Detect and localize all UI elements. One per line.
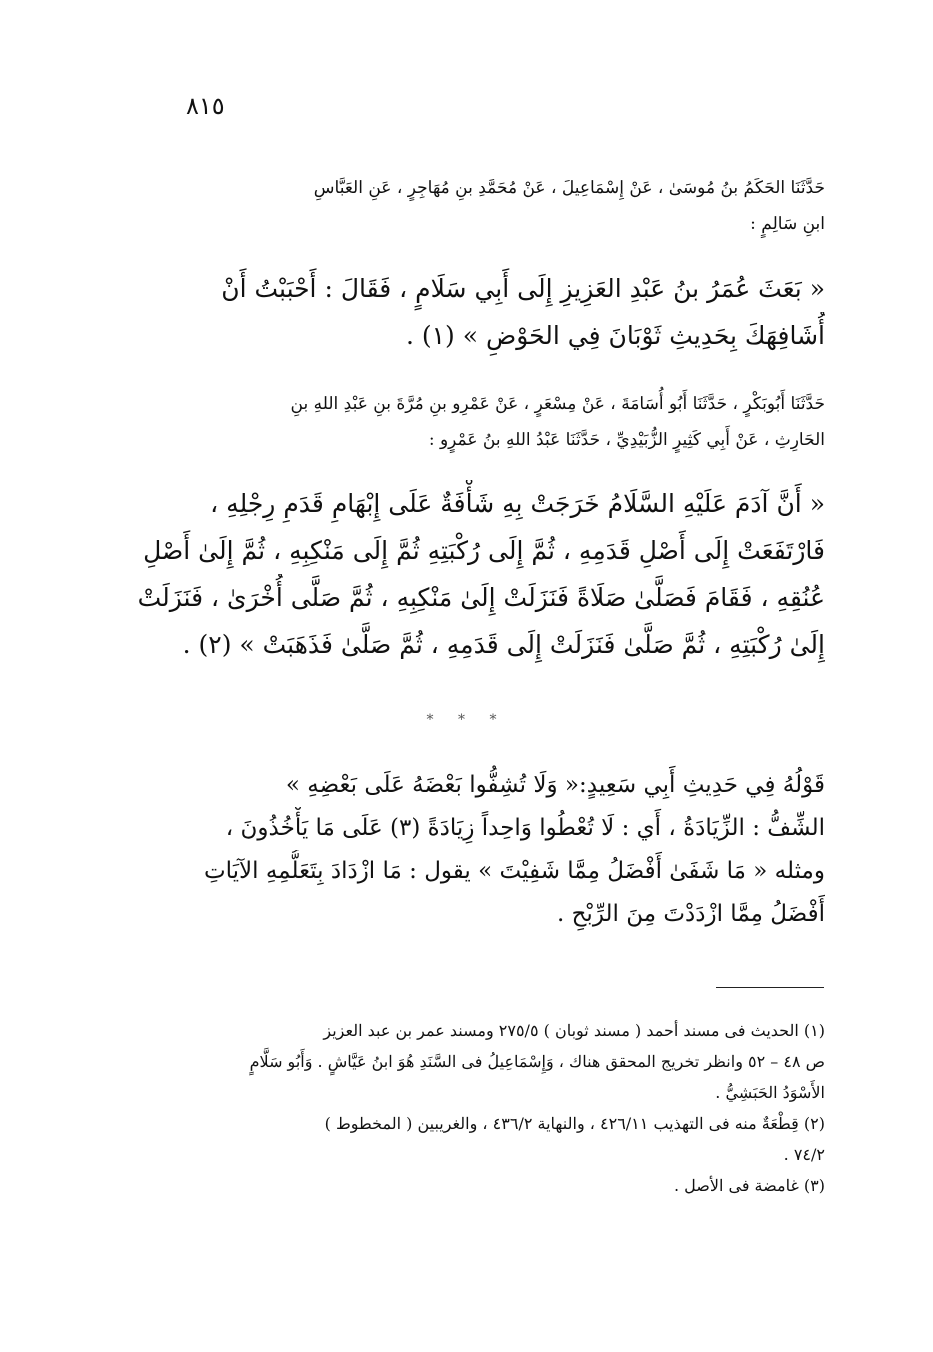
isnad-2-line-2: الحَارِثِ ، عَنْ أَبِي كَثِيرٍ الزُّبَيْدِيِّ ، حَدَّثَنَا عَبْدُ اللهِ بنُ عَمْرٍو : — [428, 430, 825, 450]
matn-1-line-2: أُشَافِهَكَ بِحَدِيثِ ثَوْبَانَ فِي الحَوْضِ » (١) . — [405, 321, 825, 350]
commentary-line-2: الشِّفُّ : الزِّيَادَةُ ، أَي : لَا تُعْطُوا وَاحِداً زِيَادَةً (٣) عَلَى مَا يَأْخُذُونَ ، — [225, 815, 825, 841]
isnad-2-line-1: حَدَّثَنَا أَبُوبَكْرٍ ، حَدَّثَنَا أَبُو أُسَامَةَ ، عَنْ مِسْعَرٍ ، عَنْ عَمْرِو بنِ مُرَّةَ بنِ عَبْدِ اللهِ بنِ — [290, 394, 825, 414]
footnote-1-line-1: (١) الحديث فى مسند أحمد ( مسند ثوبان ) ٢٧٥/٥ ومسند عمر بن عبد العزيز — [323, 1021, 825, 1040]
footnote-2-line-2: ٧٤/٢ . — [783, 1145, 825, 1164]
commentary-line-1: قَوْلُهُ فِي حَدِيثِ أَبِي سَعِيدٍ:« وَلَا تُشِفُّوا بَعْضَهُ عَلَى بَعْضِهِ » — [285, 772, 825, 798]
matn-1 — [110, 265, 825, 359]
footnote-1-line-2: ص ٤٨ – ٥٢ وانظر تخريج المحقق هناك ، وَإِسْمَاعِيلُ فى السَّنَدِ هُوَ ابنُ عَيَّاشٍ . وَأَبُو سَلَّامٍ — [249, 1052, 825, 1071]
isnad-1-line-2: ابنِ سَالِمٍ : — [750, 214, 825, 234]
commentary-line-4: أَفْضَلُ مِمَّا ازْدَدْتَ مِنَ الرِّبْحِ . — [556, 901, 825, 927]
section-separator: * * * — [426, 712, 507, 728]
isnad-1 — [110, 170, 825, 242]
commentary — [110, 764, 825, 936]
matn-2-line-1: « أَنَّ آدَمَ عَلَيْهِ السَّلَامُ خَرَجَتْ بِهِ شَأْفَةٌ عَلَى إِبْهَامِ قَدَمِ رِجْلِهِ ، — [210, 489, 825, 518]
matn-2-line-4: إِلَىٰ رُكْبَتِهِ ، ثُمَّ صَلَّىٰ فَنَزَلَتْ إِلَى قَدَمِهِ ، ثُمَّ صَلَّىٰ فَذَهَبَتْ » (٢) . — [182, 630, 825, 659]
footnote-rule — [716, 987, 824, 988]
isnad-2 — [110, 386, 825, 458]
matn-1-line-1: « بَعَثَ عُمَرُ بنُ عَبْدِ العَزِيزِ إِلَى أَبِي سَلَامٍ ، فَقَالَ : أَحْبَبْتُ أَنْ — [221, 274, 825, 303]
commentary-line-3: ومثله « مَا شَفَىٰ أَفْضَلُ مِمَّا شَفِيْتَ » يقول : مَا ازْدَادَ بِتَعَلُّمِهِ الآيَاتِ — [203, 858, 825, 884]
matn-2-line-2: فَارْتَفَعَتْ إِلَى أَصْلِ قَدَمِهِ ، ثُمَّ إِلَى رُكْبَتِهِ ثُمَّ إِلَى مَنْكِبِهِ ، ثُمَّ إِلَىٰ أَصْلِ — [143, 536, 825, 565]
footnote-3-line-1: (٣) غامضة فى الأصل . — [673, 1176, 825, 1195]
footnotes — [110, 1015, 825, 1201]
footnote-2-line-1: (٢) قِطْعَةٌ منه فى التهذيب ٤٢٦/١١ ، والنهاية ٤٣٦/٢ ، والغريبين ( المخطوط ) — [324, 1114, 825, 1133]
footnote-1-line-3: الأَسْوَدُ الحَبَشِيُّ . — [715, 1083, 825, 1102]
page-number: ٨١٥ — [186, 92, 225, 120]
isnad-1-line-1: حَدَّثَنَا الحَكَمُ بنُ مُوسَىٰ ، عَنْ إِسْمَاعِيلَ ، عَنْ مُحَمَّدِ بنِ مُهَاجِرٍ ، عَنِ العَبَّاسِ — [313, 178, 825, 198]
matn-2-line-3: عُنُقِهِ ، فَقَامَ فَصَلَّىٰ صَلَاةً فَنَزَلَتْ إِلَىٰ مَنْكِبِهِ ، ثُمَّ صَلَّى أُخْرَىٰ ، فَنَزَلَتْ — [137, 583, 825, 612]
matn-2 — [110, 480, 825, 668]
